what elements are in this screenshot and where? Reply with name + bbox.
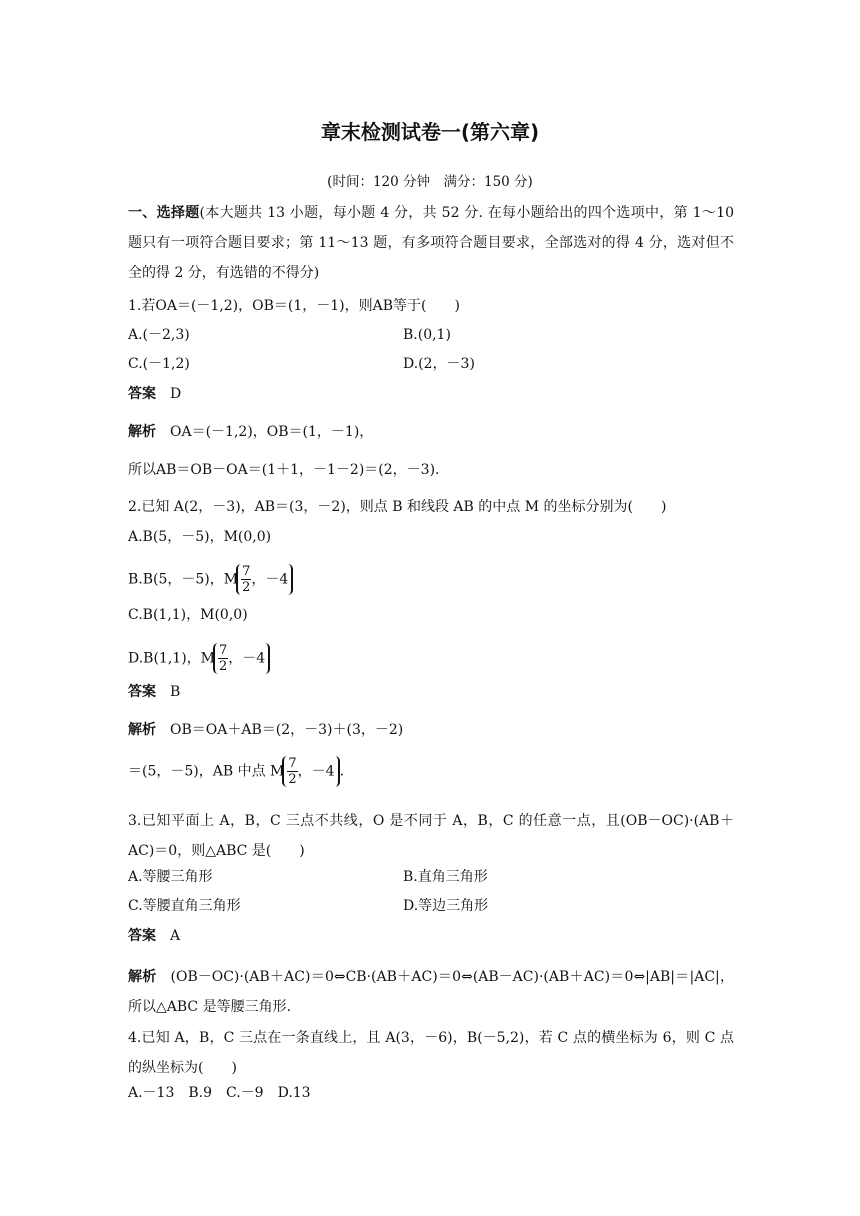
exam-info: (时间：120 分钟 满分：150 分) <box>327 174 533 190</box>
q2-option-c: C.B(1,1)，M(0,0) <box>128 607 248 623</box>
q2-option-a: A.B(5，－5)，M(0,0) <box>128 529 272 545</box>
q1-analysis-line2: 所以AB＝OB－OA＝(1＋1，－1－2)＝(2，－3). <box>128 462 440 478</box>
q1-answer <box>128 384 181 404</box>
analysis-label: 解析 <box>128 424 156 440</box>
midpoint-coordinates <box>213 643 270 674</box>
q1-option-b: B.(0,1) <box>403 327 451 343</box>
answer-value: A <box>170 928 181 944</box>
analysis-text: (OB－OC)·(AB＋AC)＝0⇔CB·(AB＋AC)＝0⇔(AB－AC)·(AB＋AC)＝0⇔|AB|＝|AC|，所以△ABC 是等腰三角形. <box>128 969 735 1015</box>
analysis-text: OB＝OA＋AB＝(2，－3)＋(3，－2) <box>170 722 404 738</box>
q3-option-b: B.直角三角形 <box>403 869 488 885</box>
q3-answer <box>128 926 180 946</box>
q1-option-d: D.(2，－3) <box>403 356 475 372</box>
answer-label: 答案 <box>128 684 156 700</box>
q4-options: A.－13 B.9 C.－9 D.13 <box>128 1085 311 1101</box>
fraction-numerator: 7 <box>288 756 297 771</box>
midpoint-coordinates <box>282 756 339 787</box>
q3-option-c: C.等腰直角三角形 <box>128 898 241 914</box>
fraction <box>218 643 228 674</box>
section-instructions-text: (本大题共 13 小题，每小题 4 分，共 52 分. 在每小题给出的四个选项中，第 1～10 题只有一项符合题目要求；第 11～13 题，有多项符合题目要求，全部选对的得 4 分，选对但不全的得 2 分，有选错的不得分) <box>128 205 735 281</box>
sentence-end: . <box>339 763 345 780</box>
section-heading: 一、选择题 <box>128 205 200 221</box>
answer-label: 答案 <box>128 928 156 944</box>
section-instructions <box>128 198 734 288</box>
q1-option-c: C.(－1,2) <box>128 356 190 372</box>
analysis-text: ＝(5，－5)，AB 中点 M <box>128 763 285 780</box>
q4-stem: 4.已知 A，B，C 三点在一条直线上，且 A(3，－6)，B(－5,2)，若 C 点的横坐标为 6，则 C 点的纵坐标为( ) <box>128 1030 734 1076</box>
q2-option-b <box>128 564 293 595</box>
q3-stem: 3.已知平面上 A，B，C 三点不共线，O 是不同于 A，B，C 的任意一点，且(OB－OC)·(AB＋AC)＝0，则△ABC 是( ) <box>128 813 734 859</box>
analysis-label: 解析 <box>128 722 156 738</box>
fraction-denominator: 2 <box>288 772 297 787</box>
fraction-denominator: 2 <box>242 580 251 595</box>
q1-option-a: A.(－2,3) <box>128 327 190 343</box>
fraction-numerator: 7 <box>242 564 251 579</box>
q3-analysis <box>128 962 734 1022</box>
fraction <box>241 564 251 595</box>
midpoint-coordinates <box>236 564 293 595</box>
q1-analysis <box>128 422 373 442</box>
coordinate-rest: ，－4 <box>297 763 335 780</box>
fraction <box>287 756 297 787</box>
q3-option-d: D.等边三角形 <box>403 898 489 914</box>
fraction-numerator: 7 <box>219 643 228 658</box>
q1-stem: 1.若OA＝(－1,2)，OB＝(1，－1)，则AB等于( ) <box>128 298 460 314</box>
answer-label: 答案 <box>128 386 156 402</box>
coordinate-rest: ，－4 <box>228 650 266 667</box>
answer-value: B <box>170 684 181 700</box>
fraction-denominator: 2 <box>219 659 228 674</box>
coordinate-rest: ，－4 <box>251 571 289 588</box>
option-text: D.B(1,1)，M <box>128 650 215 667</box>
q2-answer <box>128 682 180 702</box>
q2-analysis-line2 <box>128 756 344 787</box>
answer-value: D <box>170 386 182 402</box>
q2-stem: 2.已知 A(2，－3)，AB＝(3，－2)，则点 B 和线段 AB 的中点 M 的坐标分别为( ) <box>128 499 667 515</box>
analysis-text: OA＝(－1,2)，OB＝(1，－1)， <box>170 424 374 440</box>
option-text: B.B(5，－5)，M <box>128 571 239 588</box>
q3-option-a: A.等腰三角形 <box>128 869 213 885</box>
q2-analysis <box>128 720 403 740</box>
page-title: 章末检测试卷一(第六章) <box>320 120 540 144</box>
analysis-label: 解析 <box>128 969 157 985</box>
q2-option-d <box>128 643 270 674</box>
